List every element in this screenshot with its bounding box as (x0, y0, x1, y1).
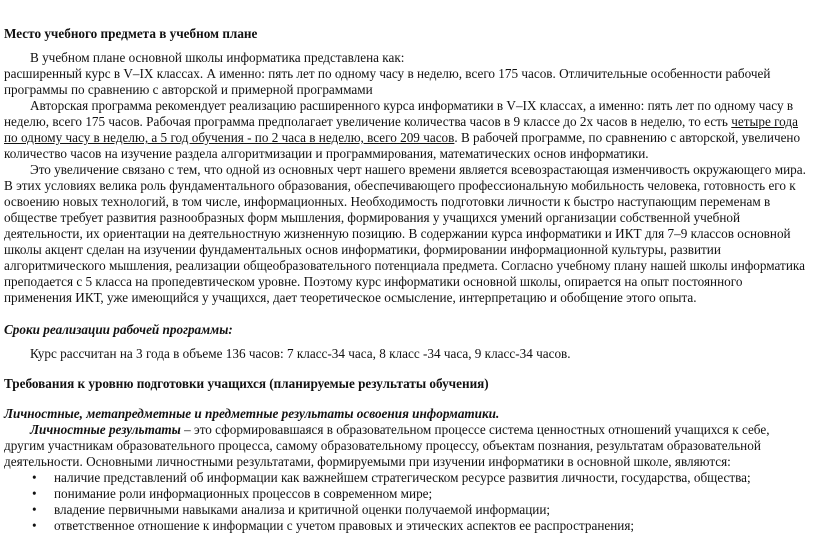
bullet-icon: • (32, 502, 37, 517)
list-item (32, 486, 810, 502)
terms-text: Курс рассчитан на 3 года в объеме 136 часов: 7 класс-34 часа, 8 класс -34 часа, 9 класс-34 часов. (30, 346, 571, 361)
course-description: расширенный курс в V–IX классах. А именно: пять лет по одному часу в неделю, всего 175 часов. Отличительные особенности рабочей программы по сравнению с авторской и примерной программами (4, 66, 771, 97)
intro-line: В учебном плане основной школы информатика представлена как: (30, 50, 405, 65)
list-item (32, 518, 810, 534)
personal-results-list (4, 470, 810, 534)
author-program-paragraph (4, 98, 810, 162)
section-heading-terms: Сроки реализации рабочей программы: (4, 322, 233, 337)
author-program-text-end: . В рабочей программе, по сравнению с авторской, увеличено количество часов на изучение раздела алгоритмизации и программирования, математических основ информатики. (4, 130, 801, 161)
list-item (32, 470, 810, 486)
author-program-text: Авторская программа рекомендует реализацию расширенного курса информатики в V–IX классах, а именно: пять лет по одному часу в неделю, всего 175 часов. Рабочая программа предполагает увеличение количества часов в 9 классе до 2х часов в неделю, то есть (4, 98, 794, 129)
bullet-icon: • (32, 486, 37, 501)
rationale-paragraph: Это увеличение связано с тем, что одной из основных черт нашего времени является всевозрастающая изменчивость окружающего мира. В этих условиях велика роль фундаментального образования, обеспечивающего профессиональную мобильность человека, готовность его к освоению новых технологий, в том числе, информационных. Необходимость подготовки личности к быстро наступающим переменам в обществе требует развития разнообразных форм мышления, формирования у учащихся умений организации собственной учебной деятельности, их ориентации на деятельностную жизненную позицию. В содержании курса информатики и ИКТ для 7–9 классов основной школы акцент сделан на изучении фундаментальных основ информатики, формировании информационной культуры, развитии алгоритмического мышления, реализации общеобразовательного потенциала предмета. Согласно учебному плану нашей школы информатика преподается с 5 класса на пропедевтическом уровне. Поэтому курс информатики основной школы, опирается на опыт постоянного применения ИКТ, уже имеющийся у учащихся, дает теоретическое осмысление, интерпретацию и обобщение этого опыта. (4, 162, 806, 305)
section-heading-results: Личностные, метапредметные и предметные результаты освоения информатики. (4, 406, 500, 421)
section-heading-place: Место учебного предмета в учебном плане (4, 26, 258, 41)
section-heading-requirements: Требования к уровню подготовки учащихся (планируемые результаты обучения) (4, 376, 489, 391)
list-item-text: наличие представлений об информации как важнейшем стратегическом ресурсе развития личности, государства, общества; (54, 470, 751, 485)
list-item-text: понимание роли информационных процессов в современном мире; (54, 486, 433, 501)
personal-results-text: – это сформировавшаяся в образовательном процессе система ценностных отношений учащихся к себе, другим участникам образовательного процесса, самому образовательному процессу, объектам познания, результатам образовательной деятельности. Основными личностными результатами, формируемыми при изучении информатики в основной школе, являются: (4, 422, 770, 469)
personal-results-term: Личностные результаты (30, 422, 181, 437)
personal-results-paragraph (4, 422, 810, 470)
hours-underlined-text: четыре года по одному часу в неделю, а 5 год обучения - по 2 часа в неделю, всего 209 часов (4, 114, 798, 145)
list-item-text: ответственное отношение к информации с учетом правовых и этических аспектов ее распространения; (54, 518, 635, 533)
bullet-icon: • (32, 518, 37, 533)
bullet-icon: • (32, 470, 37, 485)
list-item (32, 502, 810, 518)
list-item-text: владение первичными навыками анализа и критичной оценки получаемой информации; (54, 502, 551, 517)
